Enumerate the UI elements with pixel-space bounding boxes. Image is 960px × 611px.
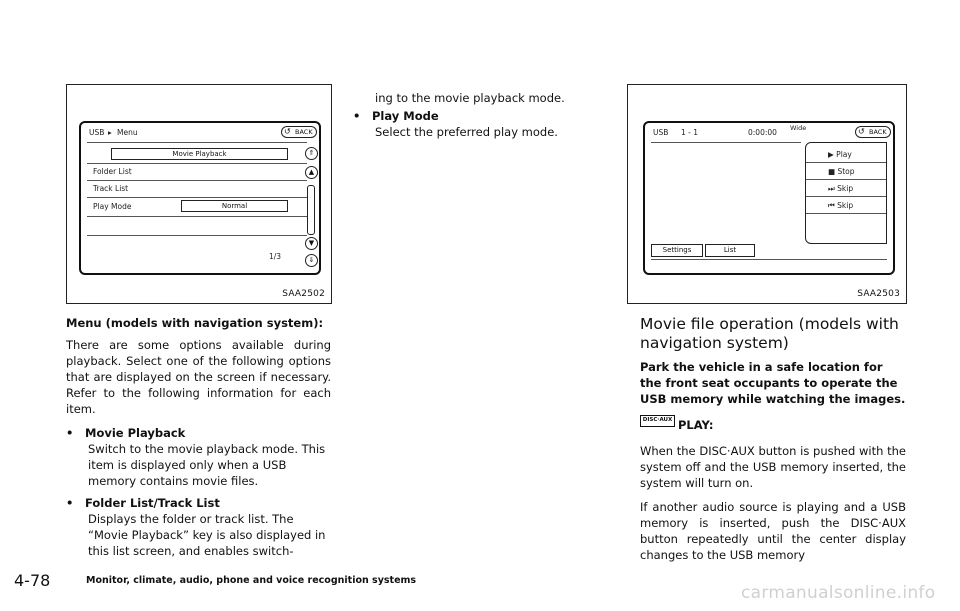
menu-intro: There are some options available during playback. Select one of the following options that are displayed on the screen if necessary. Refer to the following information for each item. xyxy=(66,338,331,416)
section-title: Movie file operation (models with navigation system) xyxy=(640,315,899,352)
bullet-folder-track-list: • Folder List/Track List xyxy=(66,496,220,510)
skip-back-icon: ⏮ xyxy=(828,201,835,210)
bullet-play-mode-body: Select the preferred play mode. xyxy=(375,125,558,139)
stop-button[interactable]: ■ Stop xyxy=(828,167,855,176)
play-paragraph-2: If another audio source is playing and a USB memory is inserted, push the DISC·AUX button repeatedly until the center display changes to the USB memory xyxy=(640,500,906,562)
disc-aux-icon: DISC·AUX xyxy=(640,415,675,427)
bullet-play-mode: • Play Mode xyxy=(353,109,439,123)
movie-playback-button[interactable]: Movie Playback xyxy=(111,148,288,160)
column-2 xyxy=(353,90,593,146)
figure-movie-screen xyxy=(627,84,907,304)
menu-screen xyxy=(79,121,321,275)
back-arrow-icon: ↺ xyxy=(284,127,291,136)
back-arrow-icon: ↺ xyxy=(858,127,865,136)
play-icon: ▶ xyxy=(828,150,834,159)
scrollbar[interactable] xyxy=(307,185,315,235)
screen-menu-label: Menu xyxy=(117,128,138,137)
breadcrumb-arrow: ▸ xyxy=(108,128,112,137)
continuation-text: ing to the movie playback mode. xyxy=(375,91,565,105)
play-time: 0:00:00 xyxy=(748,128,777,137)
scroll-down-fast-icon[interactable]: ⇓ xyxy=(305,254,318,267)
menu-heading: Menu (models with navigation system): xyxy=(66,316,324,330)
chapter-title: Monitor, climate, audio, phone and voice recognition systems xyxy=(86,575,417,586)
stop-icon: ■ xyxy=(828,167,836,176)
page-indicator: 1/3 xyxy=(269,252,282,261)
scroll-up-icon[interactable]: ▲ xyxy=(305,166,318,179)
play-paragraph-1: When the DISC·AUX button is pushed with the system off and the USB memory inserted, the system will turn on. xyxy=(640,444,906,490)
scroll-up-fast-icon[interactable]: ⇑ xyxy=(305,147,318,160)
track-number: 1 - 1 xyxy=(681,128,699,137)
back-button[interactable]: ↺ BACK xyxy=(855,126,891,138)
column-3 xyxy=(640,315,906,571)
play-mode-value: Normal xyxy=(181,200,288,212)
figure-code: SAA2502 xyxy=(282,289,325,299)
skip-back-button[interactable]: ⏮ Skip xyxy=(828,201,854,210)
play-button[interactable]: ▶ Play xyxy=(828,150,852,159)
aspect-mode: Wide xyxy=(790,124,807,132)
figure-menu-screen xyxy=(66,84,332,304)
screen-title: USB xyxy=(89,128,105,137)
list-button[interactable]: List xyxy=(705,244,755,257)
back-button[interactable]: ↺ BACK xyxy=(281,126,317,138)
play-heading-row xyxy=(640,415,906,437)
bullet-folder-track-list-body: Displays the folder or track list. The “Movie Playback” key is also displayed in this list screen, and enables switch- xyxy=(88,512,326,558)
scroll-down-icon[interactable]: ▼ xyxy=(305,237,318,250)
movie-screen xyxy=(643,121,895,275)
skip-forward-icon: ⏭ xyxy=(828,184,835,193)
play-mode-item[interactable]: Play Mode xyxy=(93,202,132,211)
skip-forward-button[interactable]: ⏭ Skip xyxy=(828,184,854,193)
settings-button[interactable]: Settings xyxy=(651,244,703,257)
track-list-item[interactable]: Track List xyxy=(93,184,129,193)
folder-list-item[interactable]: Folder List xyxy=(93,167,132,176)
controls-panel xyxy=(805,142,887,244)
column-1 xyxy=(66,315,331,565)
play-heading: PLAY: xyxy=(678,418,714,432)
page-number: 4-78 xyxy=(14,571,51,590)
safety-warning: Park the vehicle in a safe location for the front seat occupants to operate the USB memory while watching the images. xyxy=(640,360,906,406)
watermark: carmanualsonline.info xyxy=(741,583,936,603)
bullet-movie-playback-body: Switch to the movie playback mode. This item is displayed only when a USB memory contains movie files. xyxy=(88,442,326,488)
figure-code: SAA2503 xyxy=(857,289,900,299)
bullet-movie-playback: • Movie Playback xyxy=(66,426,186,440)
source-label: USB xyxy=(653,128,669,137)
